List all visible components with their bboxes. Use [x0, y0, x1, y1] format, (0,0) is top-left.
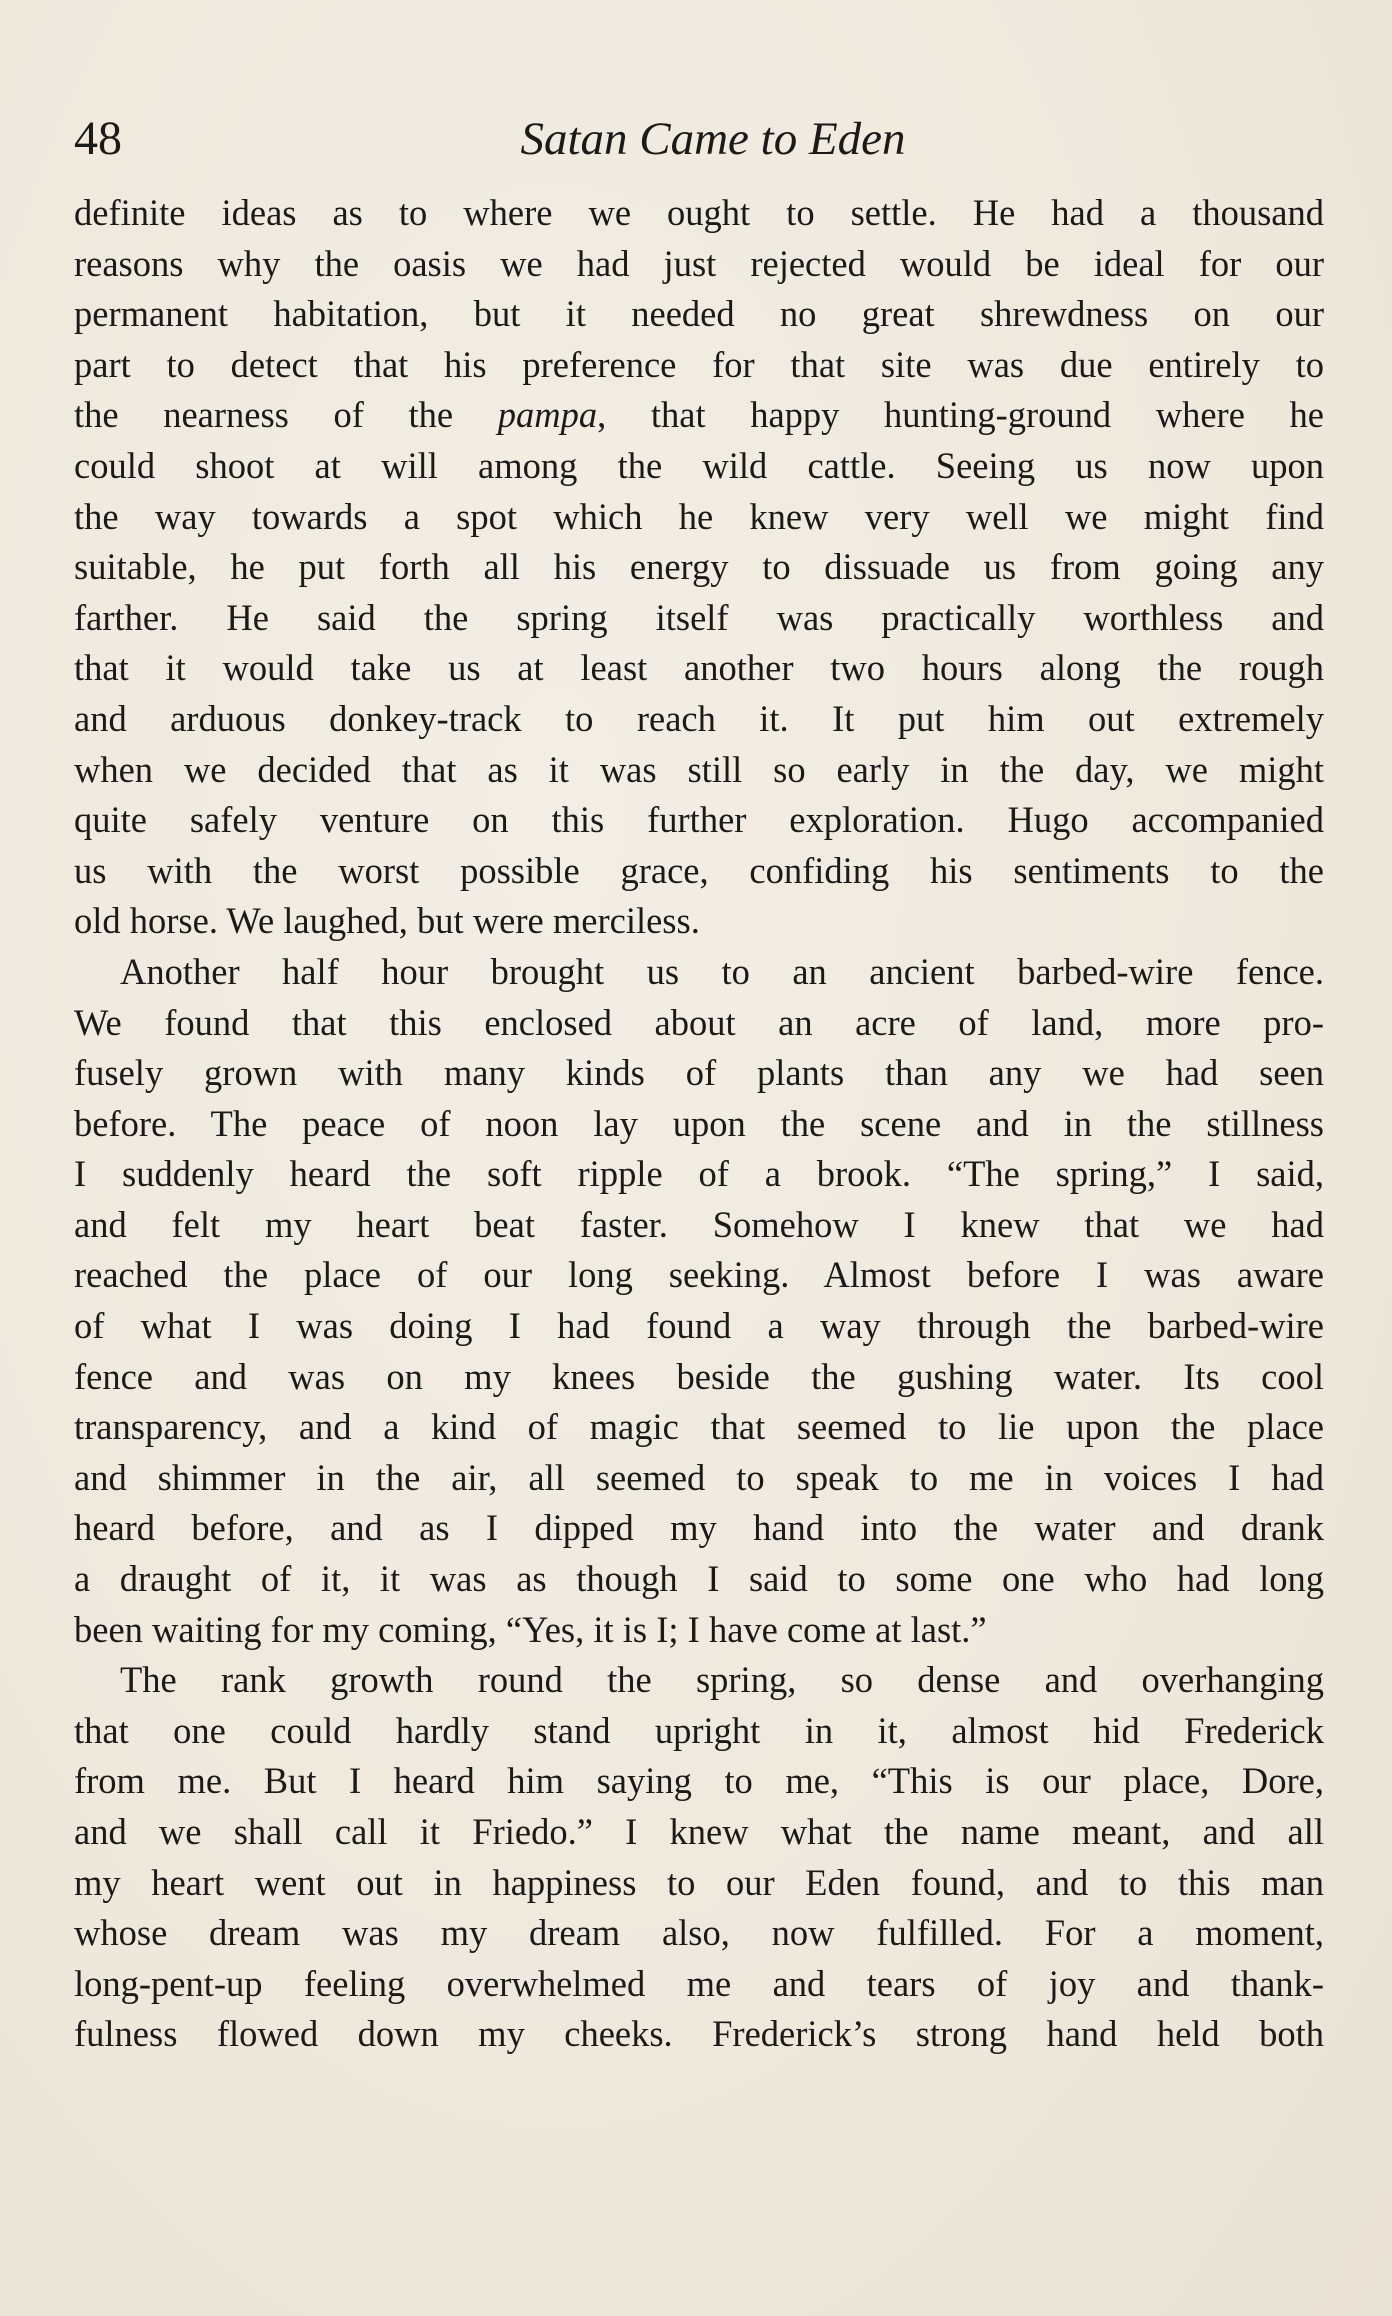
text-line: whose dream was my dream also, now fulfilled. For a moment,	[74, 1912, 1324, 1954]
text-line: I suddenly heard the soft ripple of a brook. “The spring,” I said,	[74, 1153, 1324, 1195]
text-line: reached the place of our long seeking. Almost before I was aware	[74, 1254, 1324, 1296]
running-head	[74, 104, 1324, 174]
text-line: fusely grown with many kinds of plants than any we had seen	[74, 1052, 1324, 1094]
text-line: farther. He said the spring itself was practically worthless and	[74, 596, 1324, 638]
text-line: fulness flowed down my cheeks. Frederick’s strong hand held both	[74, 2013, 1324, 2055]
text-line: The rank growth round the spring, so dense and overhanging	[120, 1659, 1324, 1701]
text-line: We found that this enclosed about an acre of land, more pro-	[74, 1001, 1324, 1043]
text-line: and we shall call it Friedo.” I knew what the name meant, and all	[74, 1811, 1324, 1852]
text-line: of what I was doing I had found a way through the barbed-wire	[74, 1305, 1324, 1347]
text-line: and arduous donkey-track to reach it. It put him out extremely	[74, 697, 1324, 739]
text-line: my heart went out in happiness to our Eden found, and to this man	[74, 1861, 1324, 1903]
text-line: us with the worst possible grace, confiding his sentiments to the	[74, 849, 1324, 891]
text-line: the way towards a spot which he knew very well we might find	[74, 495, 1324, 537]
text-run: , that happy hunting-ground where he	[597, 394, 1324, 436]
text-line: that it would take us at least another two hours along the rough	[74, 647, 1324, 689]
text-line: before. The peace of noon lay upon the scene and in the stillness	[74, 1102, 1324, 1144]
text-line: and felt my heart beat faster. Somehow I knew that we had	[74, 1203, 1324, 1245]
text-line: when we decided that as it was still so early in the day, we might	[74, 748, 1324, 790]
text-line: that one could hardly stand upright in it, almost hid Frederick	[74, 1709, 1324, 1751]
text-line	[74, 390, 1324, 441]
text-line: long-pent-up feeling overwhelmed me and tears of joy and thank-	[74, 1962, 1324, 2004]
text-line: from me. But I heard him saying to me, “This is our place, Dore,	[74, 1760, 1324, 1802]
text-line: quite safely venture on this further exploration. Hugo accompanied	[74, 799, 1324, 841]
text-line: transparency, and a kind of magic that seemed to lie upon the place	[74, 1406, 1324, 1448]
page-number: 48	[74, 112, 122, 165]
running-title: Satan Came to Eden	[520, 113, 906, 165]
text-run: the nearness of the	[74, 394, 498, 436]
paragraph-3	[74, 1655, 1324, 2060]
text-line: suitable, he put forth all his energy to dissuade us from going any	[74, 546, 1324, 588]
text-line: been waiting for my coming, “Yes, it is I; I have come at last.”	[74, 1608, 987, 1650]
text-line: and shimmer in the air, all seemed to speak to me in voices I had	[74, 1456, 1324, 1498]
text-line: definite ideas as to where we ought to settle. He had a thousand	[74, 192, 1324, 233]
text-line: heard before, and as I dipped my hand into the water and drank	[74, 1507, 1324, 1549]
text-line: part to detect that his preference for that site was due entirely to	[74, 343, 1324, 385]
text-line: old horse. We laughed, but were merciless.	[74, 900, 700, 942]
text-line: could shoot at will among the wild cattle. Seeing us now upon	[74, 444, 1324, 486]
italic-term: pampa	[497, 394, 598, 436]
body-text	[74, 188, 1324, 2060]
paragraph-2	[74, 947, 1324, 1655]
text-line: a draught of it, it was as though I said to some one who had long	[74, 1558, 1324, 1600]
text-line: permanent habitation, but it needed no great shrewdness on our	[74, 293, 1324, 335]
paragraph-1	[74, 188, 1324, 947]
text-line: Another half hour brought us to an ancient barbed-wire fence.	[120, 950, 1324, 992]
text-line: fence and was on my knees beside the gushing water. Its cool	[74, 1355, 1324, 1397]
text-line: reasons why the oasis we had just rejected would be ideal for our	[74, 242, 1324, 284]
